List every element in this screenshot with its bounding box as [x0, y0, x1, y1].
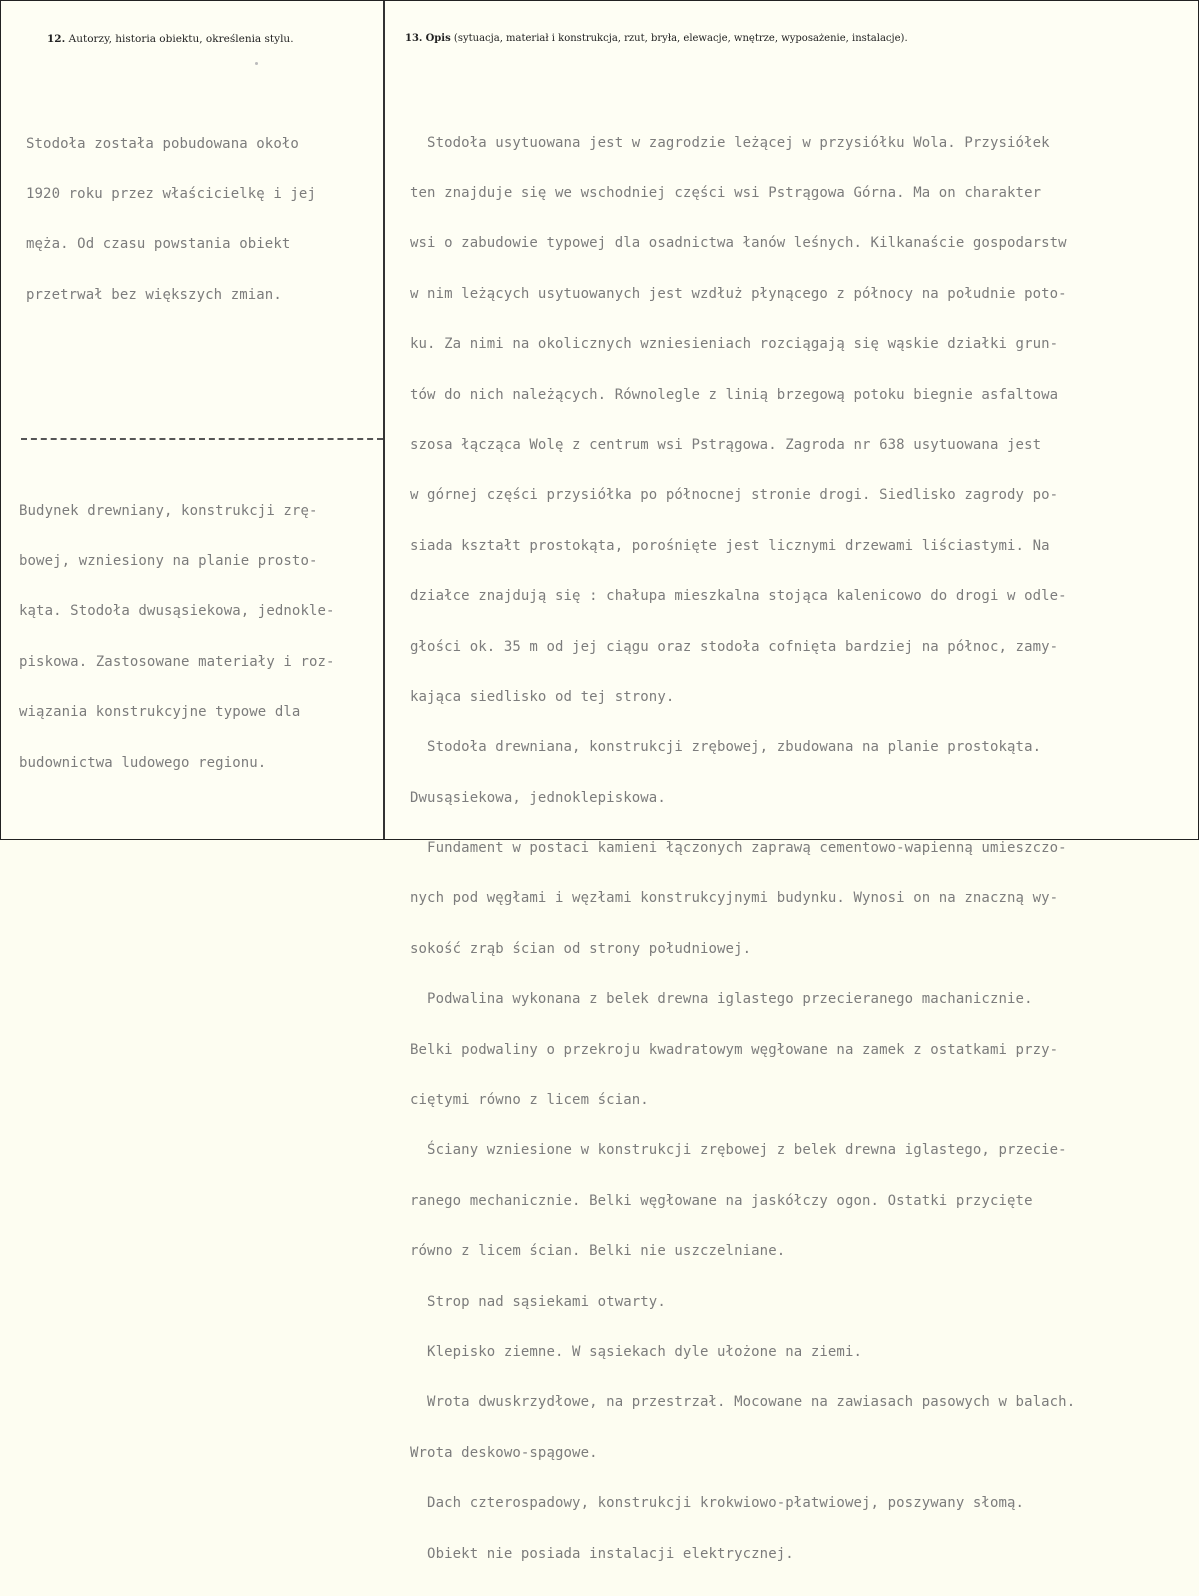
text-line: równo z licem ścian. Belki nie uszczelniane. [410, 1243, 786, 1260]
text-line: męża. Od czasu powstania obiekt [26, 236, 291, 253]
left-column-header [47, 33, 294, 45]
right-header-number: 13. [405, 33, 423, 44]
text-line: Podwalina wykonana z belek drewna iglastego przecieranego machanicznie. [410, 991, 1033, 1008]
text-line: przetrwał bez większych zmian. [26, 286, 282, 303]
style-description-text [19, 469, 335, 805]
right-header-title: Opis [425, 33, 451, 44]
text-line: siada kształt prostokąta, porośnięte jest licznymi drzewami liściastymi. Na [410, 537, 1050, 554]
text-line: wsi o zabudowie typowej dla osadnictwa łanów leśnych. Kilkanaście gospodarstw [410, 235, 1067, 252]
text-line: Fundament w postaci kamieni łączonych zaprawą cementowo-wapienną umieszczo- [410, 840, 1067, 857]
left-header-title: Autorzy, historia obiektu, określenia stylu. [68, 33, 294, 45]
text-line: Dwusąsiekowa, jednoklepiskowa. [410, 789, 666, 806]
text-line: kająca siedlisko od tej strony. [410, 688, 675, 705]
column-divider [383, 1, 385, 839]
text-line: kąta. Stodoła dwusąsiekowa, jednokle- [19, 603, 335, 620]
text-line: Wrota dwuskrzydłowe, na przestrzał. Mocowane na zawiasach pasowych w balach. [410, 1394, 1076, 1411]
text-line: budownictwa ludowego regionu. [19, 754, 267, 771]
text-line: Stodoła drewniana, konstrukcji zrębowej, zbudowana na planie prostokąta. [410, 739, 1042, 756]
text-line: Stodoła usytuowana jest w zagrodzie leżącej w przysiółku Wola. Przysiółek [410, 134, 1050, 151]
text-line: głości ok. 35 m od jej ciągu oraz stodoła cofnięta bardziej na północ, zamy- [410, 638, 1059, 655]
text-line: piskowa. Zastosowane materiały i roz- [19, 653, 335, 670]
text-line: szosa łącząca Wolę z centrum wsi Pstrągowa. Zagroda nr 638 usytuowana jest [410, 436, 1042, 453]
text-line: ku. Za nimi na okolicznych wzniesieniach rozciągają się wąskie działki grun- [410, 336, 1059, 353]
text-line: Strop nad sąsiekami otwarty. [410, 1293, 666, 1310]
text-line: Dach czterospadowy, konstrukcji krokwiowo-płatwiowej, poszywany słomą. [410, 1495, 1025, 1512]
text-line: Wrota deskowo-spągowe. [410, 1444, 598, 1461]
description-text [410, 101, 1075, 1596]
authors-history-text [26, 102, 316, 337]
text-line: Obiekt nie posiada instalacji elektrycznej. [410, 1545, 794, 1562]
right-column-header [405, 33, 908, 44]
text-line: Stodoła została pobudowana około [26, 135, 299, 152]
text-line: tów do nich należących. Równolegle z linią brzegową potoku biegnie asfaltowa [410, 386, 1059, 403]
text-line: ten znajduje się we wschodniej części wsi Pstrągowa Górna. Ma on charakter [410, 184, 1042, 201]
text-line: Ściany wzniesione w konstrukcji zrębowej z belek drewna iglastego, przecie- [410, 1142, 1067, 1159]
text-line: ranego mechanicznie. Belki węgłowane na jaskółczy ogon. Ostatki przycięte [410, 1192, 1033, 1209]
text-line: Belki podwaliny o przekroju kwadratowym węgłowane na zamek z ostatkami przy- [410, 1041, 1059, 1058]
dashed-separator [21, 438, 383, 440]
text-line: Klepisko ziemne. W sąsiekach dyle ułożone na ziemi. [410, 1343, 863, 1360]
right-header-note: (sytuacja, materiał i konstrukcja, rzut, bryła, elewacje, wnętrze, wyposażenie, instalacje). [453, 33, 908, 44]
text-line: sokość zrąb ścian od strony południowej. [410, 940, 752, 957]
text-line: nych pod węgłami i węzłami konstrukcyjnymi budynku. Wynosi on na znaczną wy- [410, 890, 1059, 907]
text-line: ciętymi równo z licem ścian. [410, 1092, 649, 1109]
text-line: bowej, wzniesiony na planie prosto- [19, 552, 318, 569]
text-line: 1920 roku przez właścicielkę i jej [26, 185, 316, 202]
text-line: w górnej części przysiółka po północnej stronie drogi. Siedlisko zagrody po- [410, 487, 1059, 504]
text-line: wiązania konstrukcyjne typowe dla [19, 704, 301, 721]
paper-speck [255, 62, 258, 65]
text-line: Budynek drewniany, konstrukcji zrę- [19, 502, 318, 519]
text-line: w nim leżących usytuowanych jest wzdłuż płynącego z północy na południe poto- [410, 285, 1067, 302]
left-header-number: 12. [47, 33, 66, 45]
text-line: działce znajdują się : chałupa mieszkalna stojąca kalenicowo do drogi w odle- [410, 588, 1067, 605]
